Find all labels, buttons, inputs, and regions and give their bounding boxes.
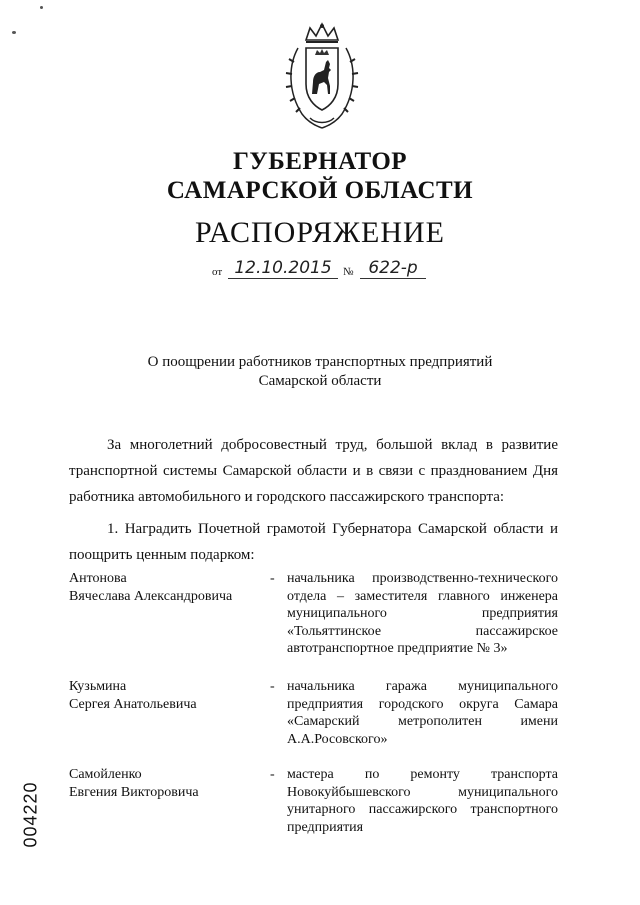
awardee-position: начальника гаража муниципального предприятия городского округа Самара «Самарский метрополитен имени А.А.Росовского» [287,679,558,747]
awardee-given-names: Евгения Викторовича [69,784,199,800]
number-label: № [343,266,354,278]
awardee-name [69,766,259,801]
awardee-separator: - [270,767,275,782]
awardee-given-names: Вячеслава Александровича [69,588,233,604]
header-title-line2: САМАРСКОЙ ОБЛАСТИ [166,177,474,204]
scan-speck [12,31,16,34]
awardee-surname: Кузьмина [69,679,127,694]
scan-speck [40,6,43,9]
date-number-line [200,256,440,282]
document-date: 12.10.2015 [228,258,338,279]
body-paragraph-intro: За многолетний добросовестный труд, большой вклад в развитие транспортной системы Самарской области и в связи с празднованием Дня работника автомобильного и городского пассажирского транспорта: [69,437,558,505]
awardee-separator: - [270,571,275,586]
awardee-position: мастера по ремонту транспорта Новокуйбышевского муниципального унитарного пассажирского транспортного предприятия [287,767,558,835]
samara-coat-of-arms-icon [284,22,360,130]
document-type: РАСПОРЯЖЕНИЕ [194,216,446,249]
serial-number: 004220 [20,780,41,848]
date-label: от [212,266,223,278]
document-number: 622-р [360,258,426,279]
subject-line2: Самарской области [258,373,382,389]
awardee-separator: - [270,679,275,694]
awardee-name [69,570,259,605]
awardee-given-names: Сергея Анатольевича [69,696,197,712]
body-paragraph-item1: 1. Наградить Почетной грамотой Губернатора Самарской области и поощрить ценным подарком: [69,521,558,563]
awardee-position: начальника производственно-технического отдела – заместителя главного инженера муниципального предприятия «Тольяттинское пассажирское автотранспортное предприятие № 3» [287,571,558,657]
awardee-name [69,678,259,713]
header-title-line1: ГУБЕРНАТОР [232,148,408,175]
serial-stamp [8,775,54,853]
awardee-surname: Антонова [69,571,127,586]
subject-line1: О поощрении работников транспортных предприятий [147,354,493,370]
awardee-surname: Самойленко [69,767,142,782]
document-subject [0,353,640,391]
